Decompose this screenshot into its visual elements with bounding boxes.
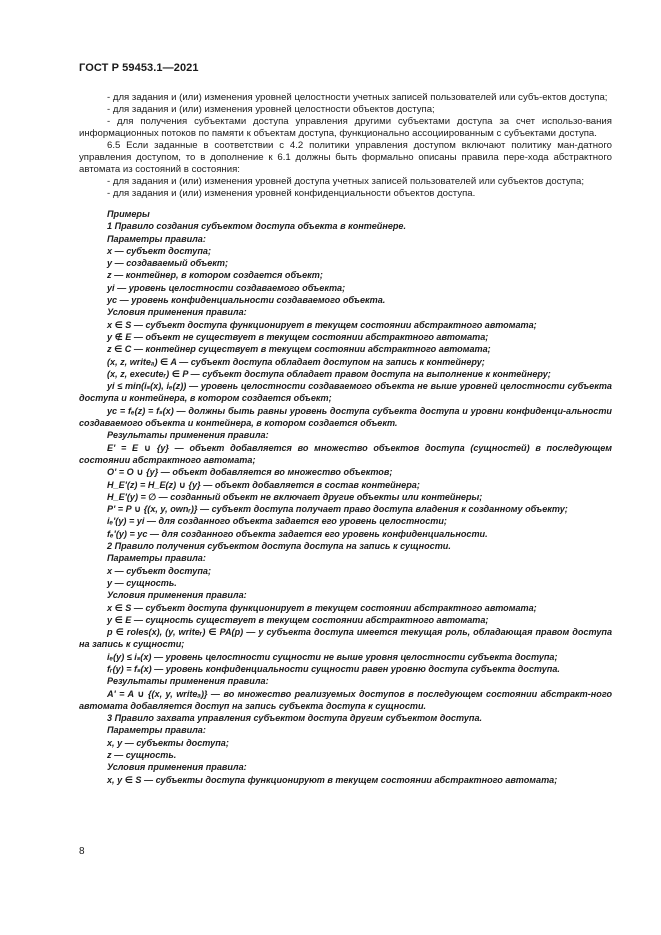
example-line: Параметры правила: — [107, 725, 206, 736]
example-line: x ∈ S — субъект доступа функционирует в текущем состоянии абстрактного автомата; — [107, 602, 537, 613]
paragraph: - для получения субъектами доступа управления другими субъектами доступа за счет использо-вания информационных потоков по памяти к объектам доступа, функционально ассоциированным с субъектами доступа. — [79, 116, 612, 139]
example-line: Результаты применения правила: — [107, 430, 269, 441]
example-line: x — субъект доступа; — [107, 565, 211, 576]
example-line: y — сущность. — [107, 577, 177, 588]
example-line: Условия применения правила: — [107, 307, 247, 318]
example-line: y — создаваемый объект; — [107, 258, 229, 269]
example-line: Результаты применения правила: — [107, 676, 269, 687]
example-line: iₑ(y) ≤ iₛ(x) — уровень целостности сущности не выше уровня целостности субъекта доступа; — [107, 651, 558, 662]
example-line: fₑ'(y) = yc — для созданного объекта задается его уровень конфиденциальности. — [107, 528, 488, 539]
example-line: x, y ∈ S — субъекты доступа функционируют в текущем состоянии абстрактного автомата; — [107, 774, 558, 785]
page-number: 8 — [79, 846, 85, 857]
example-line: fᵣ(y) = fₛ(x) — уровень конфиденциальности сущности равен уровню доступа субъекта доступа. — [107, 663, 560, 674]
paragraph: - для задания и (или) изменения уровней целостности объектов доступа; — [107, 104, 435, 115]
example-line: E' = E ∪ {y} — объект добавляется во множество объектов доступа (сущностей) в последующем состоянии абстрактного автомата; — [79, 442, 612, 465]
example-line: x — субъект доступа; — [107, 245, 211, 256]
example-line: yc = fₑ(z) = fₛ(x) — должны быть равны уровень доступа субъекта доступа и уровни конфиденци-альности создаваемого объекта и контейнера, в котором создается объект. — [79, 405, 612, 429]
example-line: (x, z, writeₐ) ∈ A — субъект доступа обладает доступом на запись к контейнеру; — [107, 356, 485, 367]
example-line: H_E'(z) = H_E(z) ∪ {y} — объект добавляется в состав контейнера; — [107, 479, 420, 490]
example-line: yc — уровень конфиденциальности создаваемого объекта. — [107, 295, 386, 306]
paragraph: - для задания и (или) изменения уровней конфиденциальности объектов доступа. — [107, 188, 476, 199]
example-line: 1 Правило создания субъектом доступа объекта в контейнере. — [107, 221, 407, 232]
example-line: iₑ'(y) = yi — для созданного объекта задается его уровень целостности; — [107, 516, 447, 527]
example-line: z ∈ C — контейнер существует в текущем состоянии абстрактного автомата; — [107, 344, 491, 355]
example-line: y ∉ E — объект не существует в текущем состоянии абстрактного автомата; — [107, 331, 489, 342]
example-line: Параметры правила: — [107, 233, 206, 244]
example-line: A' = A ∪ {(x, y, writeₐ)} — во множество реализуемых доступов в последующем состоянии абстракт-ного автомата добавляется доступ на запись субъекта доступа к сущности. — [79, 688, 612, 711]
example-line: z — контейнер, в котором создается объект; — [107, 270, 323, 281]
example-line: O' = O ∪ {y} — объект добавляется во множество объектов; — [107, 467, 393, 478]
example-line: (x, z, executeᵣ) ∈ P — субъект доступа обладает правом доступа на выполнение к контейнеру; — [107, 368, 551, 379]
page-header: ГОСТ Р 59453.1—2021 — [79, 62, 199, 74]
examples-block — [79, 208, 612, 786]
page-body — [79, 92, 612, 786]
example-line: Параметры правила: — [107, 553, 206, 564]
example-line: x ∈ S — субъект доступа функционирует в текущем состоянии абстрактного автомата; — [107, 319, 537, 330]
example-line: Условия применения правила: — [107, 590, 247, 601]
examples-heading: Примеры — [107, 209, 150, 219]
spacer — [79, 200, 612, 208]
example-line: yi — уровень целостности создаваемого объекта; — [107, 282, 346, 293]
example-line: 3 Правило захвата управления субъектом доступа другим субъектом доступа. — [107, 713, 483, 724]
example-line: z — сущность. — [107, 750, 177, 761]
example-line: P' = P ∪ {(x, y, ownᵣ)} — субъект доступа получает право доступа владения к созданному объекту; — [107, 504, 568, 515]
example-line: Условия применения правила: — [107, 762, 247, 773]
example-line: 2 Правило получения субъектом доступа доступа на запись к сущности. — [107, 541, 451, 552]
example-line: H_E'(y) = ∅ — созданный объект не включает другие объекты или контейнеры; — [107, 491, 483, 502]
example-line: yi ≤ min(iₛ(x), iₑ(z)) — уровень целостности создаваемого объекта не выше уровней целостности субъекта доступа и контейнера, в котором создается объект; — [79, 381, 612, 404]
paragraph: 6.5 Если заданные в соответствии с 4.2 политики управления доступом включают политику ман-датного управления доступом, то в дополнение к 6.1 должны быть формально описаны правила пере-хода абстрактного автомата из состояний в состояния: — [79, 140, 612, 175]
paragraph: - для задания и (или) изменения уровней целостности учетных записей пользователей или субъ-ектов доступа; — [107, 92, 608, 103]
paragraph: - для задания и (или) изменения уровней доступа учетных записей пользователей или субъектов доступа; — [107, 176, 585, 187]
example-line: x, y — субъекты доступа; — [107, 737, 229, 748]
example-line: y ∈ E — сущность существует в текущем состоянии абстрактного автомата; — [107, 614, 489, 625]
example-line: p ∈ roles(x), (y, writeᵣ) ∈ PA(p) — у субъекта доступа имеется текущая роль, обладающая правом доступа на запись к сущности; — [79, 627, 612, 650]
